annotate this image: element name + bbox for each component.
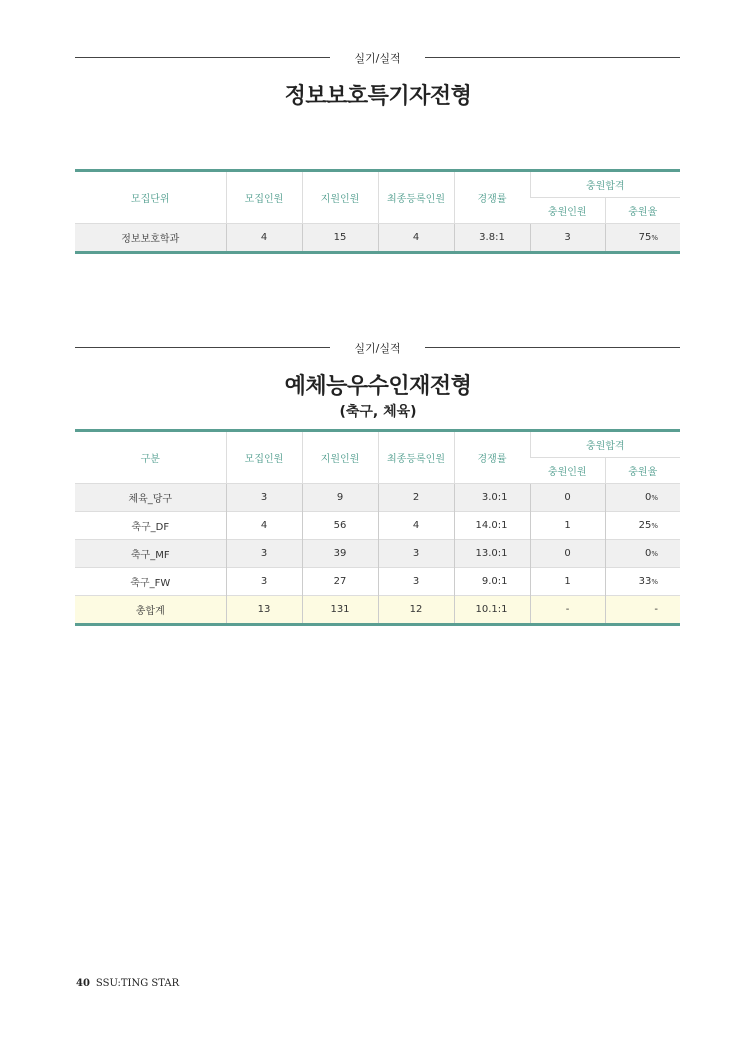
cell-ratio: 3.8:1: [454, 224, 530, 253]
fill-rate-value: 75: [638, 232, 652, 243]
cell-recruit: 13: [226, 596, 302, 625]
cell-fill-count: -: [530, 596, 605, 625]
cell-registered: 4: [378, 224, 454, 253]
table-row: [75, 484, 680, 512]
cell-registered: 4: [378, 512, 454, 540]
cell-applied: 15: [302, 224, 378, 253]
cell-unit: 정보보호학과: [75, 224, 226, 253]
cell-registered: 2: [378, 484, 454, 512]
cell-recruit: 3: [226, 484, 302, 512]
percent-sign: %: [651, 578, 659, 586]
publication-name: SSU:TING STAR: [95, 978, 180, 989]
header-cell: 경쟁률: [454, 171, 530, 224]
header-cell: 충원율: [605, 198, 680, 224]
fill-rate-value: 0: [644, 492, 652, 503]
header-cell: 최종등록인원: [378, 431, 454, 484]
header-cell: 모집인원: [226, 431, 302, 484]
cell-recruit: 3: [226, 568, 302, 596]
header-cell: 충원합격: [530, 431, 680, 458]
fill-rate-value: 0: [644, 548, 652, 559]
cell-applied: 27: [302, 568, 378, 596]
cell-unit: 체육_당구: [75, 484, 226, 512]
header-cell: 충원인원: [530, 458, 605, 484]
kicker-label: 실기/실적: [354, 52, 401, 65]
cell-fill-rate: [605, 596, 680, 625]
cell-registered: 12: [378, 596, 454, 625]
header-cell: 최종등록인원: [378, 171, 454, 224]
header-cell: 지원인원: [302, 431, 378, 484]
percent-sign: %: [651, 550, 659, 558]
cell-recruit: 4: [226, 224, 302, 253]
section2-title: 예체능우수인재전형: [284, 374, 472, 399]
cell-recruit: 4: [226, 512, 302, 540]
cell-ratio: 9.0:1: [454, 568, 530, 596]
fill-rate-value: -: [654, 604, 659, 615]
cell-fill-rate: [605, 540, 680, 568]
cell-unit: 총합계: [75, 596, 226, 625]
kicker-label: 실기/실적: [354, 342, 401, 355]
cell-fill-count: 0: [530, 484, 605, 512]
cell-ratio: 3.0:1: [454, 484, 530, 512]
section1-title: 정보보호특기자전형: [284, 84, 472, 109]
section2-subtitle: (축구, 체육): [339, 404, 417, 420]
fill-rate-value: 25: [638, 520, 652, 531]
table-row: [75, 512, 680, 540]
section2-table: [75, 429, 680, 626]
section2-kicker: [75, 340, 680, 354]
section1-table: [75, 169, 680, 254]
divider: [425, 347, 680, 348]
header-cell: 구분: [140, 454, 160, 465]
cell-fill-rate: [605, 512, 680, 540]
cell-unit: 축구_MF: [75, 540, 226, 568]
cell-fill-rate: [605, 568, 680, 596]
header-cell: 모집인원: [226, 171, 302, 224]
percent-sign: %: [651, 234, 659, 242]
table-row: [75, 568, 680, 596]
table-row: [75, 224, 680, 253]
cell-recruit: 3: [226, 540, 302, 568]
cell-unit: 축구_DF: [75, 512, 226, 540]
table-row: [75, 596, 680, 625]
cell-registered: 3: [378, 568, 454, 596]
cell-fill-count: 0: [530, 540, 605, 568]
cell-ratio: 13.0:1: [454, 540, 530, 568]
cell-registered: 3: [378, 540, 454, 568]
cell-fill-count: 1: [530, 512, 605, 540]
cell-ratio: 14.0:1: [454, 512, 530, 540]
header-cell: 충원율: [605, 458, 680, 484]
cell-fill-rate: [605, 224, 680, 253]
cell-applied: 56: [302, 512, 378, 540]
header-cell: 모집단위: [130, 194, 170, 205]
table-row: [75, 540, 680, 568]
page-footer: [76, 978, 179, 989]
cell-fill-count: 1: [530, 568, 605, 596]
cell-ratio: 10.1:1: [454, 596, 530, 625]
header-cell: 충원인원: [530, 198, 605, 224]
percent-sign: %: [651, 522, 659, 530]
header-cell: 지원인원: [302, 171, 378, 224]
cell-applied: 9: [302, 484, 378, 512]
cell-fill-rate: [605, 484, 680, 512]
page-number: 40: [76, 978, 90, 989]
cell-applied: 131: [302, 596, 378, 625]
divider: [425, 57, 680, 58]
cell-fill-count: 3: [530, 224, 605, 253]
fill-rate-value: 33: [638, 576, 652, 587]
cell-applied: 39: [302, 540, 378, 568]
header-cell: 충원합격: [530, 171, 680, 198]
section1-kicker: [75, 50, 680, 64]
cell-unit: 축구_FW: [75, 568, 226, 596]
header-cell: 경쟁률: [454, 431, 530, 484]
percent-sign: %: [651, 494, 659, 502]
